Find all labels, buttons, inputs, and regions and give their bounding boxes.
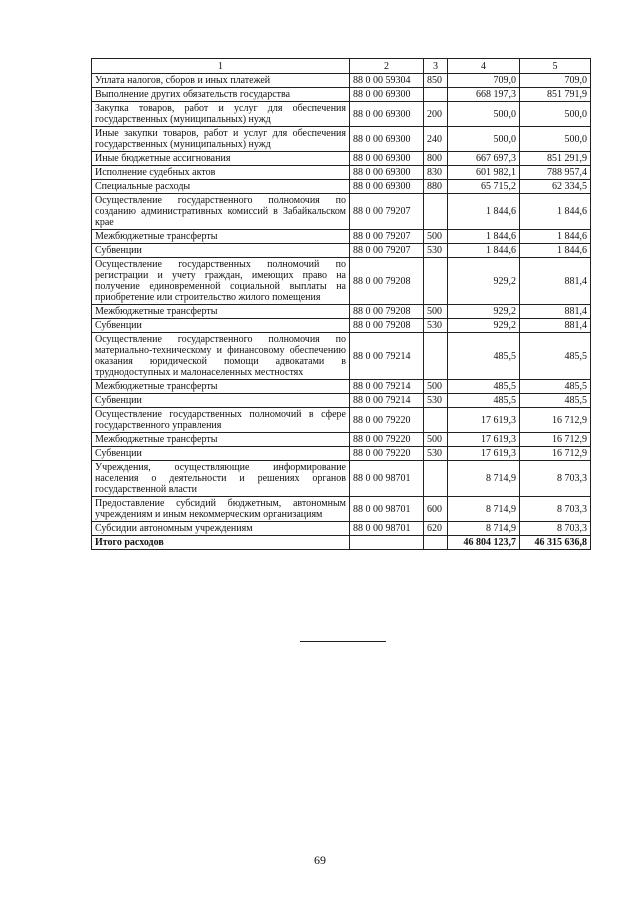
table-row — [92, 127, 591, 152]
table-row — [92, 394, 591, 408]
row-sum-2: 16 712,9 — [520, 447, 591, 461]
row-sum-2: 500,0 — [520, 127, 591, 152]
row-name: Субвенции — [92, 319, 350, 333]
row-vr: 200 — [424, 102, 448, 127]
row-name: Осуществление государственных полномочий в сфере государственного управления — [92, 408, 350, 433]
row-vr: 500 — [424, 380, 448, 394]
row-code: 88 0 00 79220 — [350, 408, 424, 433]
row-code: 88 0 00 79208 — [350, 258, 424, 305]
row-sum-2: 16 712,9 — [520, 433, 591, 447]
row-sum-2: 485,5 — [520, 380, 591, 394]
row-code: 88 0 00 98701 — [350, 497, 424, 522]
row-vr: 530 — [424, 244, 448, 258]
table-row — [92, 305, 591, 319]
row-sum-1: 601 982,1 — [448, 166, 520, 180]
row-sum-2: 881,4 — [520, 319, 591, 333]
total-code — [350, 536, 424, 550]
row-sum-1: 929,2 — [448, 258, 520, 305]
row-code: 88 0 00 98701 — [350, 461, 424, 497]
row-sum-1: 485,5 — [448, 394, 520, 408]
row-sum-1: 65 715,2 — [448, 180, 520, 194]
row-name: Межбюджетные трансферты — [92, 305, 350, 319]
row-sum-1: 667 697,3 — [448, 152, 520, 166]
table-row — [92, 433, 591, 447]
total-vr — [424, 536, 448, 550]
table-row — [92, 319, 591, 333]
row-vr: 620 — [424, 522, 448, 536]
row-sum-2: 8 703,3 — [520, 497, 591, 522]
row-name: Осуществление государственных полномочий по регистрации и учету граждан, имеющих право на получение единовременной социальной выплаты на приобретение или строительство жилого помещения — [92, 258, 350, 305]
row-name: Субсидии автономным учреждениям — [92, 522, 350, 536]
table-row — [92, 180, 591, 194]
table-row — [92, 497, 591, 522]
row-sum-2: 851 291,9 — [520, 152, 591, 166]
row-name: Уплата налогов, сборов и иных платежей — [92, 74, 350, 88]
row-sum-1: 668 197,3 — [448, 88, 520, 102]
table-row — [92, 461, 591, 497]
row-sum-1: 1 844,6 — [448, 244, 520, 258]
row-vr: 500 — [424, 230, 448, 244]
row-code: 88 0 00 79207 — [350, 194, 424, 230]
total-sum-1: 46 804 123,7 — [448, 536, 520, 550]
row-name: Субвенции — [92, 244, 350, 258]
row-code: 88 0 00 79214 — [350, 333, 424, 380]
row-sum-1: 500,0 — [448, 102, 520, 127]
row-code: 88 0 00 69300 — [350, 166, 424, 180]
row-vr — [424, 461, 448, 497]
row-vr: 500 — [424, 305, 448, 319]
row-name: Осуществление государственного полномочия по материально-техническому и финансовому обеспечению оказания юридической помощи адвокатами в труднодоступных и малонаселенных местностях — [92, 333, 350, 380]
row-name: Исполнение судебных актов — [92, 166, 350, 180]
row-vr — [424, 194, 448, 230]
row-code: 88 0 00 79220 — [350, 433, 424, 447]
total-row — [92, 536, 591, 550]
row-sum-1: 8 714,9 — [448, 522, 520, 536]
row-name: Учреждения, осуществляющие информирование населения о деятельности и решениях органов государственной власти — [92, 461, 350, 497]
table-row — [92, 522, 591, 536]
table-row — [92, 333, 591, 380]
table-row — [92, 408, 591, 433]
row-sum-1: 17 619,3 — [448, 447, 520, 461]
row-code: 88 0 00 98701 — [350, 522, 424, 536]
row-code: 88 0 00 79208 — [350, 305, 424, 319]
table-row — [92, 166, 591, 180]
row-vr — [424, 88, 448, 102]
column-header-3: 3 — [424, 59, 448, 74]
row-vr — [424, 408, 448, 433]
row-sum-2: 788 957,4 — [520, 166, 591, 180]
row-sum-1: 1 844,6 — [448, 230, 520, 244]
row-sum-1: 8 714,9 — [448, 497, 520, 522]
row-sum-2: 1 844,6 — [520, 194, 591, 230]
row-vr: 530 — [424, 447, 448, 461]
row-sum-2: 8 703,3 — [520, 522, 591, 536]
row-code: 88 0 00 79208 — [350, 319, 424, 333]
row-name: Субвенции — [92, 447, 350, 461]
row-sum-1: 8 714,9 — [448, 461, 520, 497]
row-vr: 800 — [424, 152, 448, 166]
row-sum-2: 8 703,3 — [520, 461, 591, 497]
row-code: 88 0 00 79214 — [350, 380, 424, 394]
table-row — [92, 88, 591, 102]
row-sum-2: 1 844,6 — [520, 244, 591, 258]
row-sum-2: 500,0 — [520, 102, 591, 127]
row-vr: 240 — [424, 127, 448, 152]
row-vr — [424, 258, 448, 305]
row-sum-2: 485,5 — [520, 333, 591, 380]
table-row — [92, 74, 591, 88]
column-header-1: 1 — [92, 59, 350, 74]
table-header-row — [92, 59, 591, 74]
table-row — [92, 152, 591, 166]
row-code: 88 0 00 59304 — [350, 74, 424, 88]
row-vr: 600 — [424, 497, 448, 522]
row-vr: 530 — [424, 394, 448, 408]
page-number: 69 — [314, 853, 326, 867]
row-sum-2: 485,5 — [520, 394, 591, 408]
row-sum-2: 16 712,9 — [520, 408, 591, 433]
row-name: Межбюджетные трансферты — [92, 380, 350, 394]
row-code: 88 0 00 69300 — [350, 127, 424, 152]
row-code: 88 0 00 69300 — [350, 152, 424, 166]
row-name: Специальные расходы — [92, 180, 350, 194]
row-name: Иные бюджетные ассигнования — [92, 152, 350, 166]
row-code: 88 0 00 79214 — [350, 394, 424, 408]
row-name: Выполнение других обязательств государства — [92, 88, 350, 102]
table-row — [92, 102, 591, 127]
table-row — [92, 447, 591, 461]
table-body — [92, 74, 591, 536]
row-sum-1: 1 844,6 — [448, 194, 520, 230]
row-name: Закупка товаров, работ и услуг для обеспечения государственных (муниципальных) нужд — [92, 102, 350, 127]
table-row — [92, 244, 591, 258]
row-vr: 830 — [424, 166, 448, 180]
row-sum-2: 881,4 — [520, 305, 591, 319]
row-sum-1: 709,0 — [448, 74, 520, 88]
row-name: Межбюджетные трансферты — [92, 433, 350, 447]
row-code: 88 0 00 69300 — [350, 180, 424, 194]
row-code: 88 0 00 79207 — [350, 230, 424, 244]
row-code: 88 0 00 79220 — [350, 447, 424, 461]
column-header-4: 4 — [448, 59, 520, 74]
column-header-2: 2 — [350, 59, 424, 74]
table-row — [92, 258, 591, 305]
row-name: Предоставление субсидий бюджетным, автономным учреждениям и иным некоммерческим организациям — [92, 497, 350, 522]
row-sum-1: 929,2 — [448, 319, 520, 333]
row-sum-1: 485,5 — [448, 380, 520, 394]
total-sum-2: 46 315 636,8 — [520, 536, 591, 550]
row-vr — [424, 333, 448, 380]
row-code: 88 0 00 69300 — [350, 88, 424, 102]
row-sum-2: 62 334,5 — [520, 180, 591, 194]
separator-line — [300, 641, 386, 642]
row-vr: 880 — [424, 180, 448, 194]
row-sum-2: 851 791,9 — [520, 88, 591, 102]
row-name: Субвенции — [92, 394, 350, 408]
column-header-5: 5 — [520, 59, 591, 74]
row-sum-2: 1 844,6 — [520, 230, 591, 244]
table-row — [92, 380, 591, 394]
row-vr: 500 — [424, 433, 448, 447]
row-code: 88 0 00 69300 — [350, 102, 424, 127]
row-name: Межбюджетные трансферты — [92, 230, 350, 244]
row-sum-1: 929,2 — [448, 305, 520, 319]
row-name: Осуществление государственного полномочия по созданию административных комиссий в Забайкальском крае — [92, 194, 350, 230]
budget-table — [91, 58, 591, 550]
row-sum-2: 881,4 — [520, 258, 591, 305]
row-code: 88 0 00 79207 — [350, 244, 424, 258]
row-vr: 530 — [424, 319, 448, 333]
total-label: Итого расходов — [92, 536, 350, 550]
row-sum-1: 17 619,3 — [448, 433, 520, 447]
row-sum-2: 709,0 — [520, 74, 591, 88]
table-row — [92, 194, 591, 230]
table-row — [92, 230, 591, 244]
row-sum-1: 485,5 — [448, 333, 520, 380]
row-sum-1: 500,0 — [448, 127, 520, 152]
row-vr: 850 — [424, 74, 448, 88]
row-sum-1: 17 619,3 — [448, 408, 520, 433]
row-name: Иные закупки товаров, работ и услуг для обеспечения государственных (муниципальных) нужд — [92, 127, 350, 152]
